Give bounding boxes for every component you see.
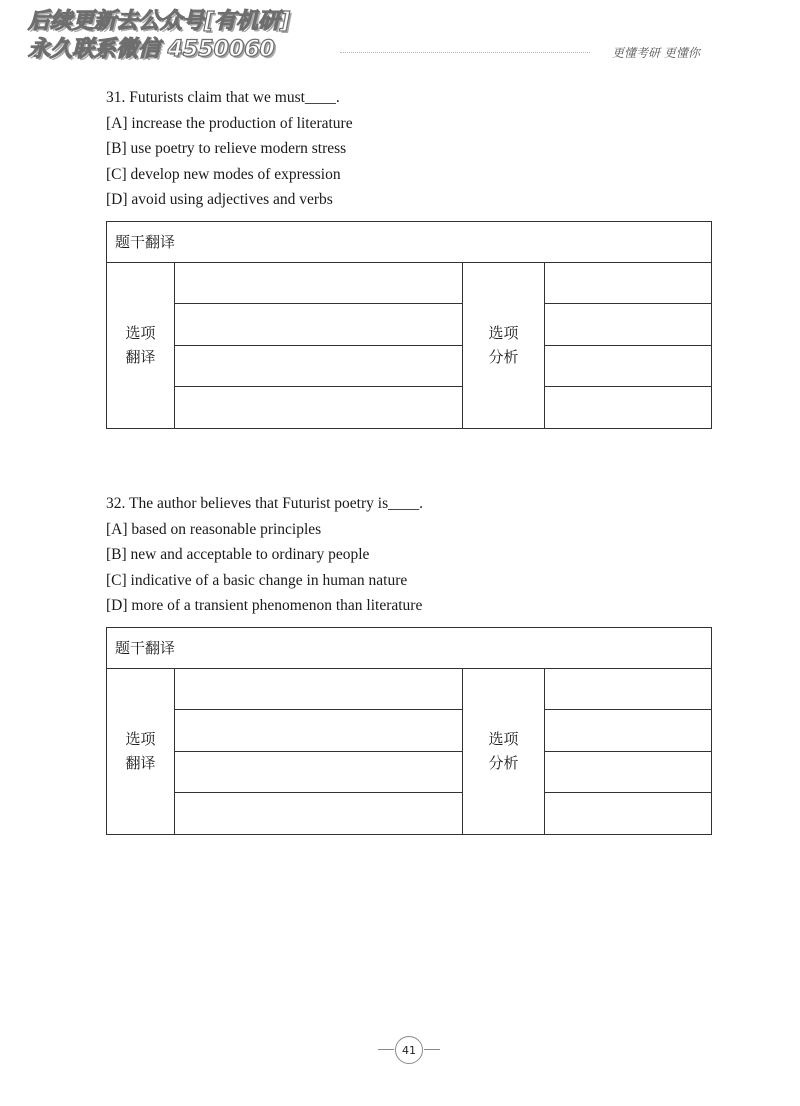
header-slogan: 更懂考研 更懂你 <box>612 46 700 60</box>
question-stem: 31. Futurists claim that we must____. <box>106 89 340 106</box>
option-analysis-label: 选项 分析 <box>463 668 545 834</box>
question-31 <box>106 85 716 429</box>
option-d: [D] more of a transient phenomenon than literature <box>106 597 423 614</box>
header-divider <box>340 52 590 53</box>
option-d: [D] avoid using adjectives and verbs <box>106 191 333 208</box>
stem-translation-label: 题干翻译 <box>115 233 176 251</box>
option-translation-cell[interactable] <box>175 668 463 710</box>
option-translation-cell[interactable] <box>175 751 463 793</box>
stem-translation-cell[interactable] <box>107 221 712 262</box>
option-translation-cell[interactable] <box>175 710 463 752</box>
option-analysis-cell[interactable] <box>545 793 712 835</box>
question-stem: 32. The author believes that Futurist poetry is____. <box>106 495 423 512</box>
option-c: [C] develop new modes of expression <box>106 165 341 183</box>
stem-translation-cell[interactable] <box>107 627 712 668</box>
watermark <box>28 8 290 64</box>
option-b: [B] use poetry to relieve modern stress <box>106 140 347 157</box>
option-analysis-cell[interactable] <box>545 710 712 752</box>
option-analysis-label: 选项 分析 <box>463 262 545 428</box>
page-number <box>395 1036 423 1064</box>
option-analysis-cell[interactable] <box>545 262 712 304</box>
page-number-decoration-left <box>378 1049 394 1050</box>
option-c: [C] indicative of a basic change in human nature <box>106 571 408 589</box>
option-analysis-cell[interactable] <box>545 304 712 346</box>
watermark-line-1: 后续更新去公众号[有机研] <box>28 9 291 34</box>
option-translation-label: 选项 翻译 <box>107 262 175 428</box>
option-analysis-cell[interactable] <box>545 668 712 710</box>
page-number-text: 41 <box>402 1043 416 1057</box>
option-analysis-cell[interactable] <box>545 345 712 387</box>
watermark-line-2: 永久联系微信 4550060 <box>28 37 275 62</box>
option-translation-cell[interactable] <box>175 304 463 346</box>
answer-worksheet-table <box>106 627 712 835</box>
option-analysis-cell[interactable] <box>545 751 712 793</box>
option-b: [B] new and acceptable to ordinary people <box>106 546 370 563</box>
option-analysis-cell[interactable] <box>545 387 712 429</box>
option-a: [A] increase the production of literature <box>106 114 353 132</box>
option-translation-cell[interactable] <box>175 262 463 304</box>
option-translation-label: 选项 翻译 <box>107 668 175 834</box>
option-a: [A] based on reasonable principles <box>106 520 322 538</box>
option-translation-cell[interactable] <box>175 345 463 387</box>
option-translation-cell[interactable] <box>175 793 463 835</box>
stem-translation-label: 题干翻译 <box>115 639 176 657</box>
page-number-decoration-right <box>424 1049 440 1050</box>
answer-worksheet-table <box>106 221 712 429</box>
question-32 <box>106 491 716 835</box>
option-translation-cell[interactable] <box>175 387 463 429</box>
